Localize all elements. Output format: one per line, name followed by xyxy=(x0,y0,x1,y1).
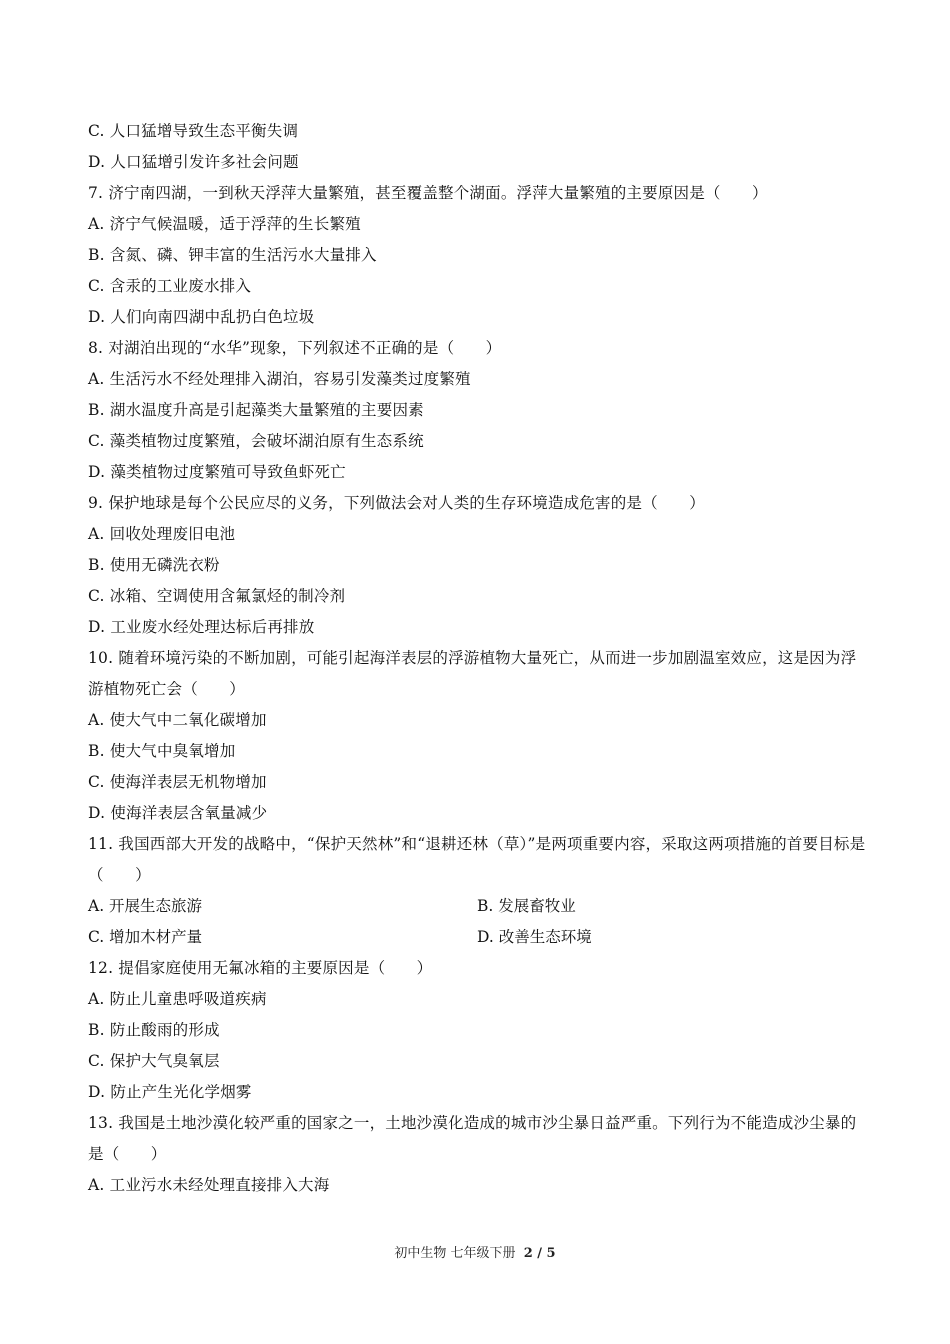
footer-label: 初中生物 七年级下册 xyxy=(394,1246,516,1261)
option-c: C. 保护大气臭氧层 xyxy=(88,1052,220,1070)
option-d: D. 改善生态环境 xyxy=(477,928,592,946)
question-list xyxy=(88,116,866,1201)
question-9 xyxy=(88,488,866,643)
option-b: B. 使用无磷洗衣粉 xyxy=(88,556,220,574)
option-b: B. 防止酸雨的形成 xyxy=(88,1021,220,1039)
question-8 xyxy=(88,333,866,488)
option-d: D. 使海洋表层含氧量减少 xyxy=(88,804,268,822)
option-d: D. 人口猛增引发许多社会问题 xyxy=(88,153,299,171)
option-c: C. 冰箱、空调使用含氟氯烃的制冷剂 xyxy=(88,587,346,605)
question-stem: 8. 对湖泊出现的“水华”现象，下列叙述不正确的是（ ） xyxy=(88,339,502,357)
page-number: 2 / 5 xyxy=(523,1246,556,1261)
option-b: B. 使大气中臭氧增加 xyxy=(88,742,236,760)
page-footer xyxy=(0,1242,950,1261)
option-c: C. 藻类植物过度繁殖，会破坏湖泊原有生态系统 xyxy=(88,432,424,450)
option-d: D. 工业废水经处理达标后再排放 xyxy=(88,618,315,636)
question-10 xyxy=(88,643,866,829)
option-a: A. 使大气中二氧化碳增加 xyxy=(88,711,267,729)
question-13 xyxy=(88,1108,866,1201)
option-a: A. 防止儿童患呼吸道疾病 xyxy=(88,990,267,1008)
question-stem: 11. 我国西部大开发的战略中，“保护天然林”和“退耕还林（草）”是两项重要内容，采取这两项措施的首要目标是（ ） xyxy=(88,835,866,884)
question-7 xyxy=(88,178,866,333)
question-11 xyxy=(88,829,866,953)
option-c: C. 含汞的工业废水排入 xyxy=(88,277,252,295)
option-a: A. 回收处理废旧电池 xyxy=(88,525,236,543)
question-stem: 10. 随着环境污染的不断加剧，可能引起海洋表层的浮游植物大量死亡，从而进一步加剧温室效应，这是因为浮游植物死亡会（ ） xyxy=(88,649,857,698)
option-c: C. 使海洋表层无机物增加 xyxy=(88,773,267,791)
option-c: C. 增加木材产量 xyxy=(88,928,203,946)
question-stem: 12. 提倡家庭使用无氟冰箱的主要原因是（ ） xyxy=(88,959,433,977)
option-b: B. 发展畜牧业 xyxy=(477,897,576,915)
option-b: B. 湖水温度升高是引起藻类大量繁殖的主要因素 xyxy=(88,401,424,419)
option-row xyxy=(88,922,866,953)
option-row xyxy=(88,891,866,922)
question-12 xyxy=(88,953,866,1108)
option-a: A. 工业污水未经处理直接排入大海 xyxy=(88,1176,330,1194)
question-stem: 7. 济宁南四湖，一到秋天浮萍大量繁殖，甚至覆盖整个湖面。浮萍大量繁殖的主要原因是（ ） xyxy=(88,184,768,202)
option-d: D. 藻类植物过度繁殖可导致鱼虾死亡 xyxy=(88,463,346,481)
option-a: A. 济宁气候温暖，适于浮萍的生长繁殖 xyxy=(88,215,361,233)
question-stem: 9. 保护地球是每个公民应尽的义务，下列做法会对人类的生存环境造成危害的是（ ） xyxy=(88,494,705,512)
option-d: D. 防止产生光化学烟雾 xyxy=(88,1083,252,1101)
option-a: A. 生活污水不经处理排入湖泊，容易引发藻类过度繁殖 xyxy=(88,370,471,388)
option-b: B. 含氮、磷、钾丰富的生活污水大量排入 xyxy=(88,246,377,264)
option-a: A. 开展生态旅游 xyxy=(88,897,203,915)
option-d: D. 人们向南四湖中乱扔白色垃圾 xyxy=(88,308,315,326)
question-stem: 13. 我国是土地沙漠化较严重的国家之一，土地沙漠化造成的城市沙尘暴日益严重。下列行为不能造成沙尘暴的是（ ） xyxy=(88,1114,857,1163)
option-c: C. 人口猛增导致生态平衡失调 xyxy=(88,122,299,140)
